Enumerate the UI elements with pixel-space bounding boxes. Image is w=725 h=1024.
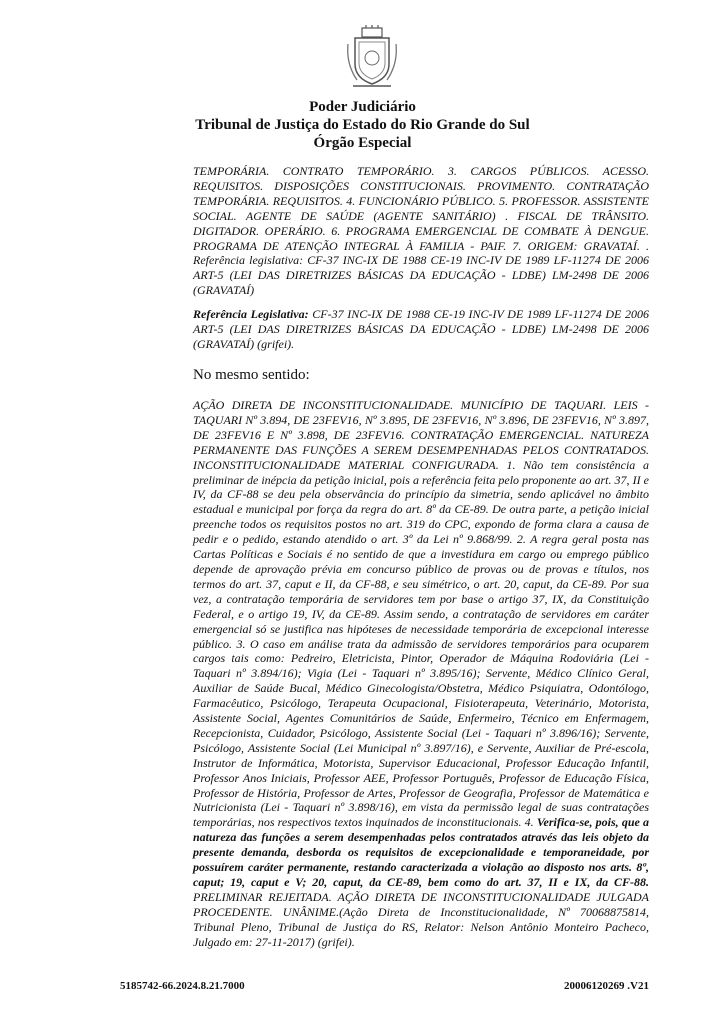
header-court-body: Órgão Especial <box>313 135 412 151</box>
footer-process-number: 5185742-66.2024.8.21.7000 <box>120 980 245 992</box>
header-court-branch: Poder Judiciário <box>309 99 416 115</box>
taquari-text-part1: AÇÃO DIRETA DE INCONSTITUCIONALIDADE. MUNICÍPIO DE TAQUARI. LEIS - TAQUARI Nº 3.894, DE 23FEV16, Nº 3.895, DE 23FEV16, Nº 3.896, DE 23FEV16, Nº 3.897, DE 23FEV16 E Nº 3.898, DE 23FEV16. CONTRATAÇÃO EMERGENCIAL. NATUREZA PERMANENTE DAS FUNÇÕES A SEREM DESEMPENHADAS PELOS CONTRATADOS. INCONSTITUCIONALIDADE MATERIAL CONFIGURADA. 1. Não tem consistência a preliminar de inépcia da petição inicial, pois a referência feita pelo proponente ao art. 37, II e IV, da CF-88 se deu pela observância do princípio da simetria, sendo aplicável no âmbito estadual e municipal por força da regra do art. 8º da CE-89. De outra parte, a petição inicial preenche todos os requisitos postos no art. 319 do CPC, expondo de forma clara a causa de pedir e o pedido, estando atendido o art. 3º da Lei nº 9.868/99. 2. A regra geral posta nas Cartas Políticas e Sociais é no sentido de que a investidura em cargo ou emprego público depende de aprovação prévia em concurso público de provas ou de provas e títulos, nos termos do art. 37, caput e II, da CF-88, e seu simétrico, o art. 20, caput, da CE-89. Por sua vez, a contratação temporária de servidores tem por base o artigo 37, IX, da Constituição Federal, e o artigo 19, IV, da CE-89. Assim sendo, a contratação de servidores em caráter emergencial só se justifica nas hipóteses de necessidade temporária de excepcional interesse público. 3. O caso em análise trata da admissão de servidores temporários para ocuparem cargos tais como: Pedreiro, Eletricista, Pintor, Operador de Máquina Rodoviária (Lei - Taquari nº 3.894/16); Vigia (Lei - Taquari nº 3.895/16); Servente, Médico Clínico Geral, Auxiliar de Saúde Bucal, Médico Ginecologista/Obstetra, Médico Psiquiatra, Odontólogo, Farmacêutico, Psicólogo, Terapeuta Ocupacional, Fisioterapeuta, Veterinário, Motorista, Assistente Social, Agentes Comunitários de Saúde, Enfermeiro, Técnico em Enfermagem, Recepcionista, Cuidador, Psicólogo, Assistente Social (Lei - Taquari nº 3.896/16); Servente, Psicólogo, Assistente Social (Lei Municipal nº 3.897/16), e Servente, Auxiliar de Pré-escola, Instrutor de Informática, Motorista, Supervisor Educacional, Professor Educação Infantil, Professor Anos Iniciais, Professor AEE, Professor Português, Professor de Educação Física, Professor de História, Professor de Artes, Professor de Geografia, Professor de Matemática e Nutricionista (Lei - Taquari nº 3.898/16), em vista da permissão legal de suas contratações temporárias, nos respectivos textos inquinados de inconstitucionais. 4. <box>193 398 649 830</box>
coat-of-arms-icon <box>345 24 399 90</box>
citation-block-taquari <box>193 398 649 950</box>
citation-block-gravatai: TEMPORÁRIA. CONTRATO TEMPORÁRIO. 3. CARGOS PÚBLICOS. ACESSO. REQUISITOS. DISPOSIÇÕES CONSTITUCIONAIS. PROVIMENTO. CONTRATAÇÃO TEMPORÁRIA. REQUISITOS. 4. FUNCIONÁRIO PÚBLICO. 5. PROFESSOR. ASSISTENTE SOCIAL. AGENTE DE SAÚDE (AGENTE SANITÁRIO) . FISCAL DE TRÂNSITO. DIGITADOR. OPERÁRIO. 6. PROGRAMA EMERGENCIAL DE COMBATE À DENGUE. PROGRAMA DE ATENÇÃO INTEGRAL À FAMILIA - PAIF. 7. ORIGEM: GRAVATAÍ. . Referência legislativa: CF-37 INC-IX DE 1988 CE-19 INC-IV DE 1989 LF-11274 DE 2006 ART-5 (LEI DAS DIRETRIZES BÁSICAS DA EDUCAÇÃO - LDBE) LM-2498 DE 2006 (GRAVATAÍ) <box>193 164 649 298</box>
taquari-bold-holding: Verifica-se, pois, que a natureza das funções a serem desempenhadas pelos contratados através das leis objeto da presente demanda, desborda os requisitos de excepcionalidade e temporaneidade, por possuírem caráter permanente, restando caracterizada a violação ao disposto nos arts. 8º, caput; 19, caput e V; 20, caput, da CE-89, bem como do art. 37, II e IX, da CF-88. <box>193 815 650 889</box>
legislative-reference-label: Referência Legislativa: <box>193 307 309 321</box>
same-sense-lead: No mesmo sentido: <box>193 367 310 383</box>
footer-document-code: 20006120269 .V21 <box>564 980 649 992</box>
legislative-reference-block <box>193 307 649 352</box>
taquari-text-part2: PRELIMINAR REJEITADA. AÇÃO DIRETA DE INCONSTITUCIONALIDADE JULGADA PROCEDENTE. UNÂNIME.(Ação Direta de Inconstitucionalidade, Nº 70068875814, Tribunal Pleno, Tribunal de Justiça do RS, Relator: Nelson Antônio Monteiro Pacheco, Julgado em: 27-11-2017) (grifei). <box>193 889 649 949</box>
legislative-reference-text: CF-37 INC-IX DE 1988 CE-19 INC-IV DE 1989 LF-11274 DE 2006 ART-5 (LEI DAS DIRETRIZES BÁSICAS DA EDUCAÇÃO - LDBE) LM-2498 DE 2006 (GRAVATAÍ) (grifei). <box>193 307 649 351</box>
header-court-name: Tribunal de Justiça do Estado do Rio Grande do Sul <box>195 117 530 133</box>
